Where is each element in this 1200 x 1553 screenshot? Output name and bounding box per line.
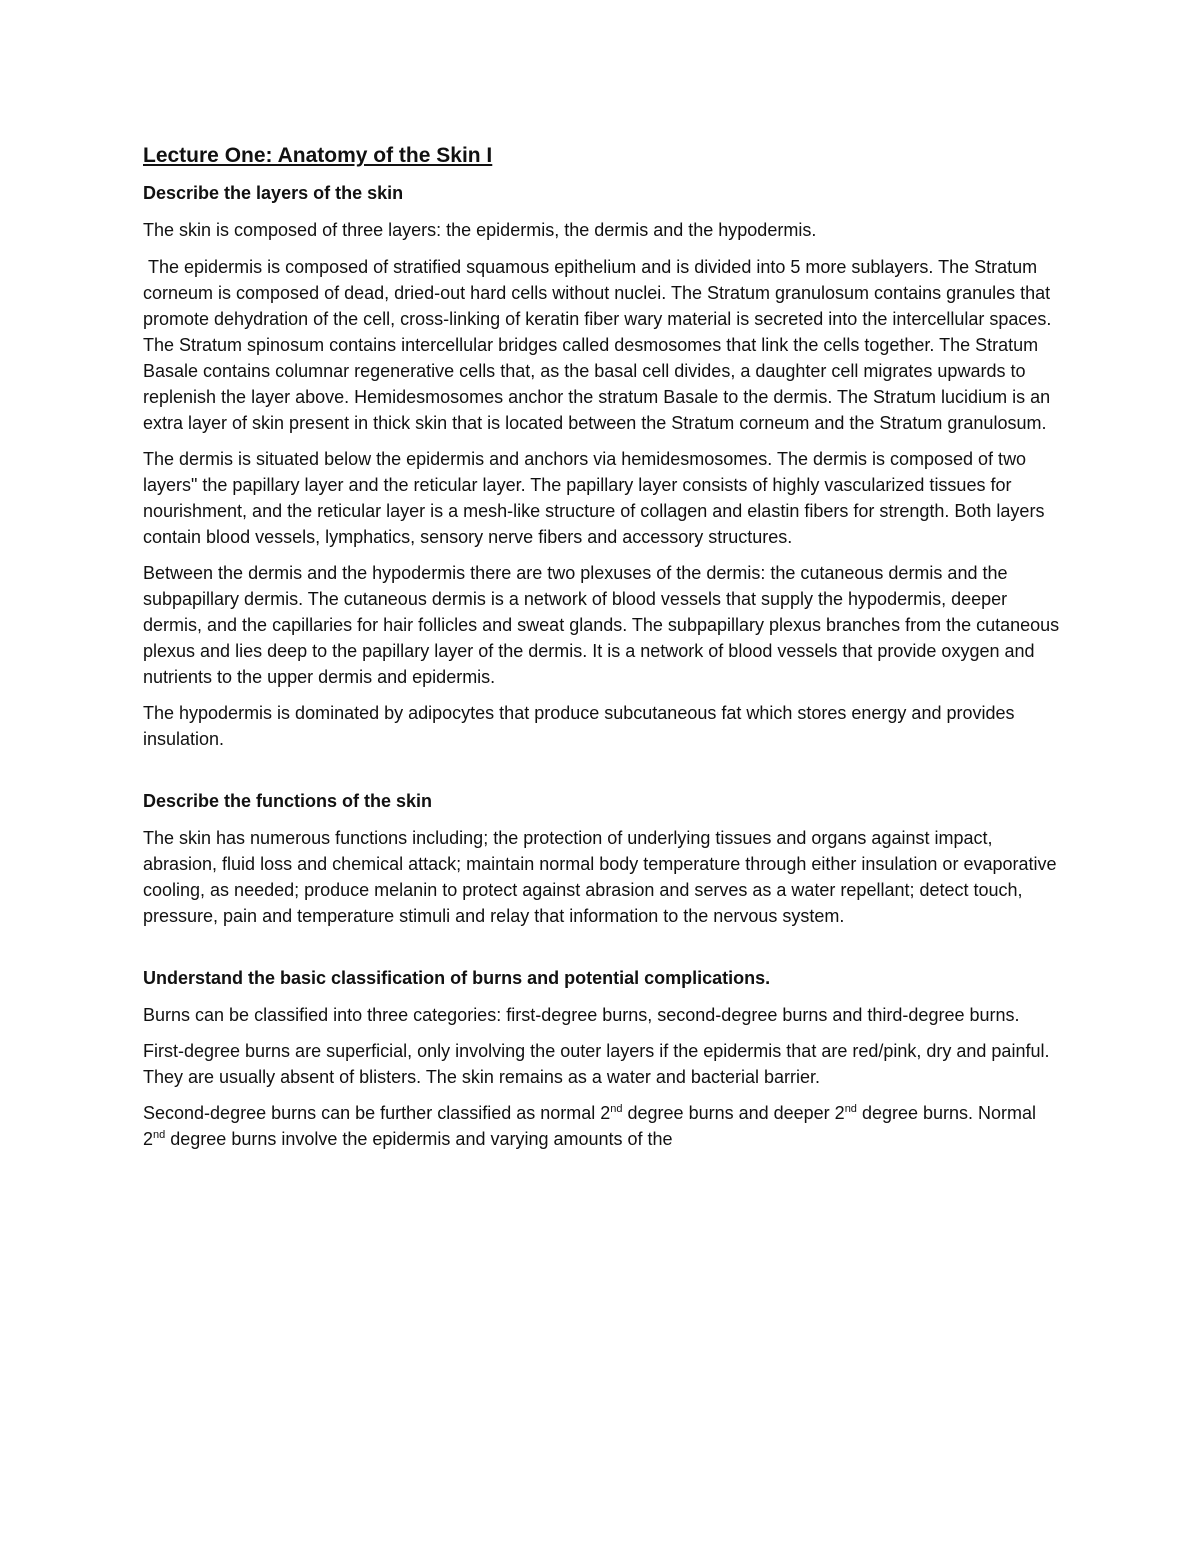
text-run: degree burns. Normal 2 [143, 1103, 1037, 1149]
section-layers [143, 180, 1063, 752]
spacer [143, 939, 1063, 965]
section-heading-burns: Understand the basic classification of burns and potential complications. [143, 968, 771, 988]
document-page [143, 140, 1063, 1162]
superscript: nd [153, 1129, 166, 1141]
paragraph-second-degree [143, 1100, 1063, 1152]
paragraph-epidermis: The epidermis is composed of stratified squamous epithelium and is divided into 5 more sublayers. The Stratum corneum is composed of dead, dried-out hard cells without nuclei. The Stratum granulosum contains granules that promote dehydration of the cell, cross-linking of keratin fiber wary material is secreted into the intercellular spaces. The Stratum spinosum contains intercellular bridges called desmosomes that link the cells together. The Stratum Basale contains columnar regenerative cells that, as the basal cell divides, a daughter cell migrates upwards to replenish the layer above. Hemidesmosomes anchor the stratum Basale to the dermis. The Stratum lucidium is an extra layer of skin present in thick skin that is located between the Stratum corneum and the Stratum granulosum. [143, 257, 1057, 433]
spacer [143, 762, 1063, 788]
superscript: nd [610, 1103, 623, 1115]
paragraph-functions: The skin has numerous functions including; the protection of underlying tissues and organs against impact, abrasion, fluid loss and chemical attack; maintain normal body temperature through either insulation or evaporative cooling, as needed; produce melanin to protect against abrasion and serves as a water repellant; detect touch, pressure, pain and temperature stimuli and relay that information to the nervous system. [143, 828, 1057, 926]
section-heading-functions: Describe the functions of the skin [143, 791, 433, 811]
paragraph-layers-intro: The skin is composed of three layers: the epidermis, the dermis and the hypodermis. [143, 220, 817, 240]
paragraph-plexuses: Between the dermis and the hypodermis there are two plexuses of the dermis: the cutaneous dermis and the subpapillary dermis. The cutaneous dermis is a network of blood vessels that supply the hypodermis, deeper dermis, and the capillaries for hair follicles and sweat glands. The subpapillary plexus branches from the cutaneous plexus and lies deep to the papillary layer of the dermis. It is a network of blood vessels that provide oxygen and nutrients to the upper dermis and epidermis. [143, 563, 1060, 687]
paragraph-first-degree: First-degree burns are superficial, only involving the outer layers if the epidermis that are red/pink, dry and painful. They are usually absent of blisters. The skin remains as a water and bacterial barrier. [143, 1041, 1050, 1087]
document-title: Lecture One: Anatomy of the Skin I [143, 144, 493, 167]
text-run: Second-degree burns can be further classified as normal 2 [143, 1103, 611, 1123]
paragraph-hypodermis: The hypodermis is dominated by adipocytes that produce subcutaneous fat which stores energy and provides insulation. [143, 703, 1015, 749]
section-functions [143, 788, 1063, 929]
section-heading-layers: Describe the layers of the skin [143, 183, 404, 203]
paragraph-burn-categories: Burns can be classified into three categories: first-degree burns, second-degree burns and third-degree burns. [143, 1005, 1020, 1025]
paragraph-dermis: The dermis is situated below the epidermis and anchors via hemidesmosomes. The dermis is composed of two layers" the papillary layer and the reticular layer. The papillary layer consists of highly vascularized tissues for nourishment, and the reticular layer is a mesh-like structure of collagen and elastin fibers for strength. Both layers contain blood vessels, lymphatics, sensory nerve fibers and accessory structures. [143, 449, 1045, 547]
text-run: degree burns involve the epidermis and varying amounts of the [165, 1129, 673, 1149]
section-burns [143, 965, 1063, 1152]
text-run: degree burns and deeper 2 [622, 1103, 845, 1123]
superscript: nd [844, 1103, 857, 1115]
